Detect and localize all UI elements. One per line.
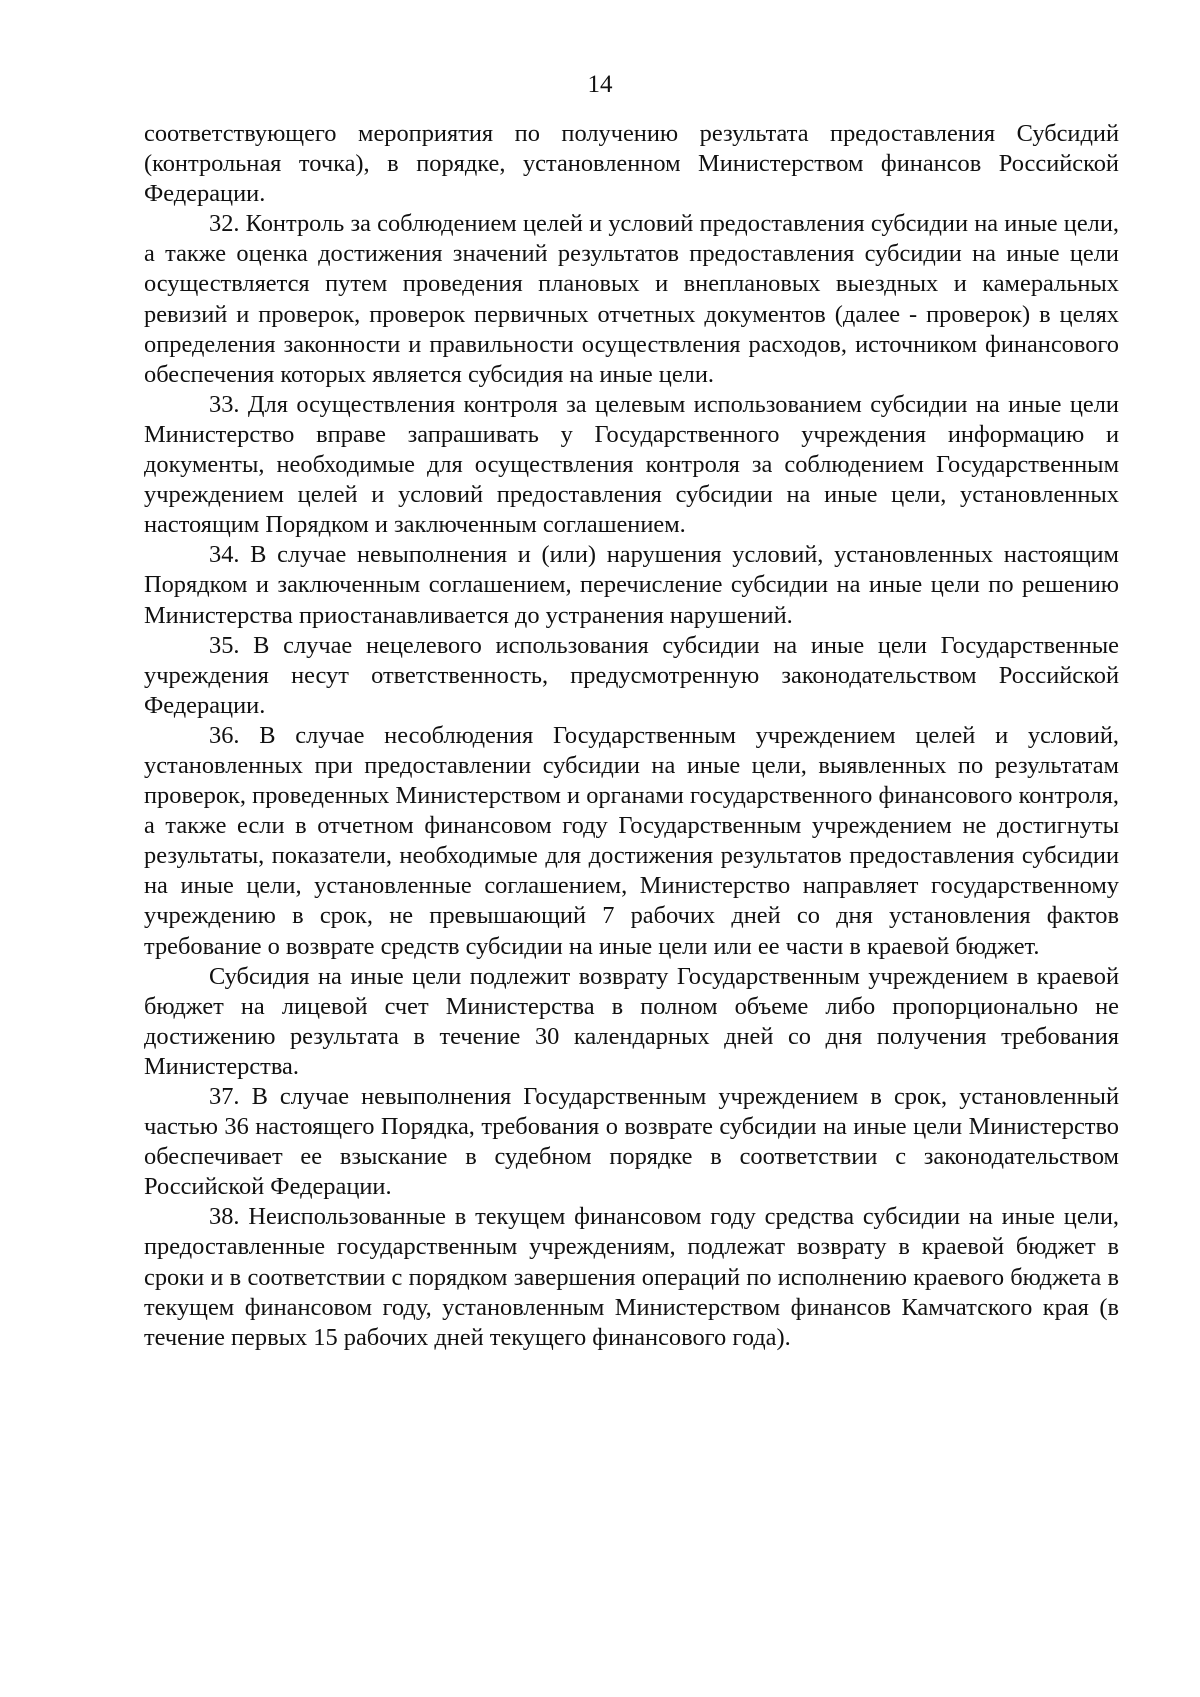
paragraph-item-32: 32. Контроль за соблюдением целей и условий предоставления субсидии на иные цели, а также оценка достижения значений результатов предоставления субсидии на иные цели осуществляется путем проведения плановых и внеплановых выездных и камеральных ревизий и проверок, проверок первичных отчетных документов (далее - проверок) в целях определения законности и правильности осуществления расходов, источником финансового обеспечения которых является субсидия на иные цели. [144,210,1119,388]
paragraph-item-38: 38. Неиспользованные в текущем финансовом году средства субсидии на иные цели, предоставленные государственным учреждениям, подлежат возврату в краевой бюджет в сроки и в соответствии с порядком завершения операций по исполнению краевого бюджета в текущем финансовом году, установленным Министерством финансов Камчатского края (в течение первых 15 рабочих дней текущего финансового года). [144,1203,1119,1351]
paragraph-item-34: 34. В случае невыполнения и (или) нарушения условий, установленных настоящим Порядком и заключенным соглашением, перечисление субсидии на иные цели по решению Министерства приостанавливается до устранения нарушений. [144,541,1119,629]
paragraph-item-33: 33. Для осуществления контроля за целевым использованием субсидии на иные цели Министерство вправе запрашивать у Государственного учреждения информацию и документы, необходимые для осуществления контроля за соблюдением Государственным учреждением целей и условий предоставления субсидии на иные цели, установленных настоящим Порядком и заключенным соглашением. [144,390,1119,539]
paragraph-item-36-return: Субсидия на иные цели подлежит возврату Государственным учреждением в краевой бюджет на лицевой счет Министерства в полном объеме либо пропорционально не достижению результата в течение 30 календарных дней со дня получения требования Министерства. [144,962,1119,1080]
paragraph-item-36: 36. В случае несоблюдения Государственным учреждением целей и условий, установленных при предоставлении субсидии на иные цели, выявленных по результатам проверок, проведенных Министерством и органами государственного финансового контроля, а также если в отчетном финансовом году Государственным учреждением не достигнуты результаты, показатели, необходимые для достижения результатов предоставления субсидии на иные цели, установленные соглашением, Министерство направляет государственному учреждению в срок, не превышающий 7 рабочих дней со дня установления фактов требование о возврате средств субсидии на иные цели или ее части в краевой бюджет. [144,721,1119,960]
paragraph-item-37: 37. В случае невыполнения Государственным учреждением в срок, установленный частью 36 настоящего Порядка, требования о возврате субсидии на иные цели Министерство обеспечивает ее взыскание в судебном порядке в соответствии с законодательством Российской Федерации. [144,1083,1119,1201]
document-body [144,119,1119,1353]
paragraph-item-35: 35. В случае нецелевого использования субсидии на иные цели Государственные учреждения несут ответственность, предусмотренную законодательством Российской Федерации. [144,631,1119,719]
page-number: 14 [587,71,613,98]
paragraph-continuation: соответствующего мероприятия по получению результата предоставления Субсидий (контрольная точка), в порядке, установленном Министерством финансов Российской Федерации. [144,120,1119,208]
